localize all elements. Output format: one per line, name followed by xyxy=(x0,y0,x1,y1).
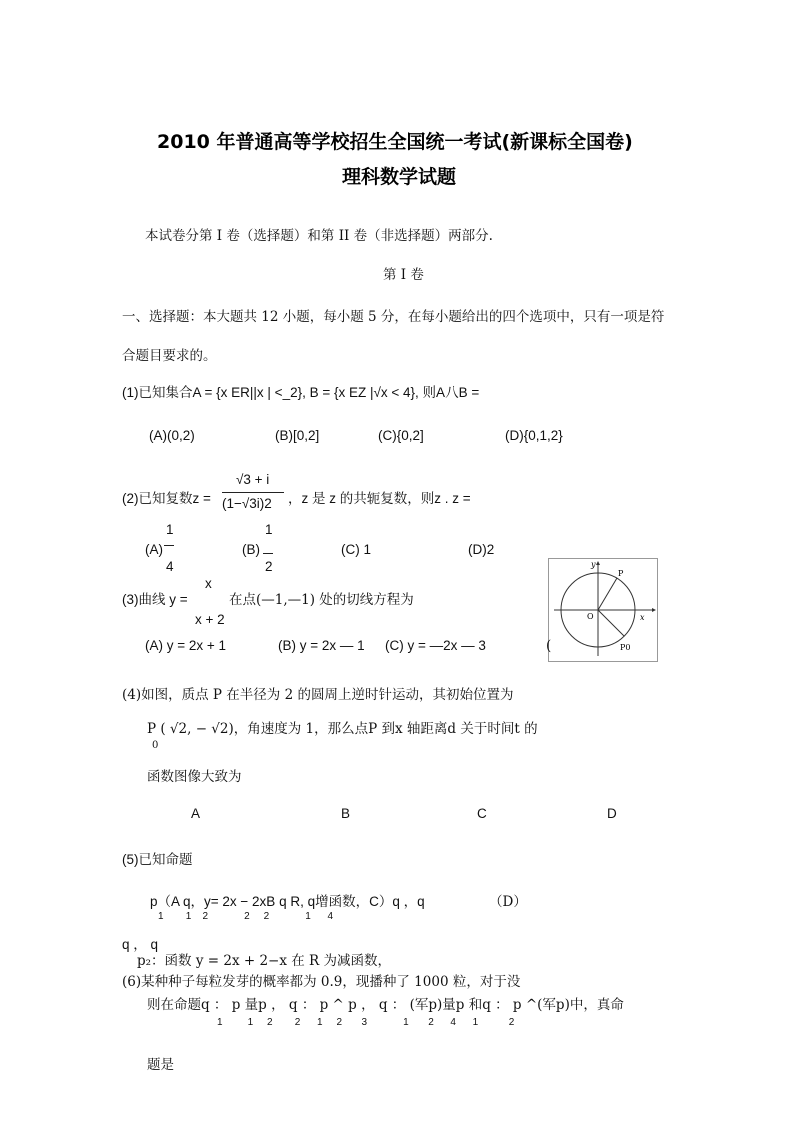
q5-p2-line: p₂：函数 y = 2x + 2−x 在 R 为减函数， xyxy=(137,953,392,969)
label-p: P xyxy=(618,569,624,578)
q1-option-d: (D){0,1,2} xyxy=(505,428,563,443)
q2-option-a-bar xyxy=(164,545,174,546)
q4-choice-c: C xyxy=(477,806,487,821)
q1-option-b: (B)[0,2] xyxy=(275,428,320,443)
q2-numerator: √3 + i xyxy=(236,472,270,487)
q2-option-c: (C) 1 xyxy=(341,542,371,557)
q2-option-a-label: (A) xyxy=(145,542,163,557)
page-title: 2010 年普通高等学校招生全国统一考试(新课标全国卷) xyxy=(157,131,633,153)
q3-denominator: x + 2 xyxy=(195,612,225,627)
q5-stem: (5)已知命题 xyxy=(122,852,193,867)
q2-option-b-den: 2 xyxy=(265,559,273,574)
q3-option-a: (A) y = 2x + 1 xyxy=(145,638,227,653)
label-o: O xyxy=(587,612,594,621)
q6-subscripts: 1 1 2 2 1 2 3 1 2 4 1 2 xyxy=(217,1017,515,1028)
q3-prefix: (3)曲线 y = xyxy=(122,592,188,607)
q4-line2: P ( √2, − √2)，角速度为 1，那么点P 到x 轴距离d 关于时间t 的 xyxy=(147,721,538,737)
q4-subscript-0: 0 xyxy=(152,740,159,751)
part-label: 第 I 卷 xyxy=(383,267,424,283)
label-x: x xyxy=(640,613,645,622)
q3-suffix: 在点(—1,—1) 处的切线方程为 xyxy=(229,592,414,608)
q5-option-d: （D） xyxy=(489,894,527,910)
q4-choice-d: D xyxy=(607,806,617,821)
q3-option-c: (C) y = —2x — 3 xyxy=(385,638,486,653)
section-heading-line1: 一、选择题：本大题共 12 小题，每小题 5 分，在每小题给出的四个选项中，只有一项是符 xyxy=(122,309,665,325)
label-y: y xyxy=(591,560,596,569)
label-p0: P0 xyxy=(620,643,631,652)
q5-subscripts: 1 1 2 2 2 1 4 xyxy=(158,911,334,922)
q4-choice-b: B xyxy=(341,806,351,821)
q5-garbled-line: p（A q，y= 2x − 2xB q R, q增函数，C）q ，q xyxy=(150,894,425,909)
q6-line2: 则在命题q ： p 量p ， q ： p ^ p ， q ： (军p)量p 和q ： p ^(军p)中，真命 xyxy=(147,997,624,1013)
q2-suffix: ，z 是 z 的共轭复数，则z . z = xyxy=(288,491,471,506)
q6-line1: (6)某种种子每粒发芽的概率都为 0.9，现播种了 1000 粒，对于没 xyxy=(122,974,521,990)
q3-option-d-fragment: ( xyxy=(546,638,552,654)
q6-line3: 题是 xyxy=(147,1057,174,1073)
q1-stem: (1)已知集合A = {x ER||x | <_2}, B = {x EZ |√x < 4}, 则A八B = xyxy=(122,385,480,400)
page-subtitle: 理科数学试题 xyxy=(342,166,457,188)
q2-fraction-bar xyxy=(222,492,284,493)
q1-option-c: (C){0,2] xyxy=(378,428,424,443)
q2-option-b-label: (B) xyxy=(242,542,260,557)
q2-option-b-num: 1 xyxy=(265,522,273,537)
q2-prefix: (2)已知复数z = xyxy=(122,491,211,506)
section-heading-line2: 合题目要求的。 xyxy=(122,348,217,364)
q4-line1: (4)如图，质点 P 在半径为 2 的圆周上逆时针运动，其初始位置为 xyxy=(122,687,514,703)
q2-option-a-den: 4 xyxy=(166,559,174,574)
q2-option-b-bar xyxy=(263,553,273,554)
q3-option-b: (B) y = 2x — 1 xyxy=(278,638,365,653)
q2-option-a-num: 1 xyxy=(166,522,174,537)
intro-text: 本试卷分第 I 卷（选择题）和第 II 卷（非选择题）两部分. xyxy=(145,228,493,244)
q2-option-d: (D)2 xyxy=(468,542,495,557)
circle-diagram xyxy=(548,558,658,662)
q4-line3: 函数图像大致为 xyxy=(147,769,242,785)
q1-option-a: (A)(0,2) xyxy=(149,428,195,443)
q3-numerator: x xyxy=(205,576,212,591)
q2-denominator: (1−√3i)2 xyxy=(222,496,272,511)
q4-choice-a: A xyxy=(191,806,201,821)
q5-qq: q ， q xyxy=(122,937,159,952)
